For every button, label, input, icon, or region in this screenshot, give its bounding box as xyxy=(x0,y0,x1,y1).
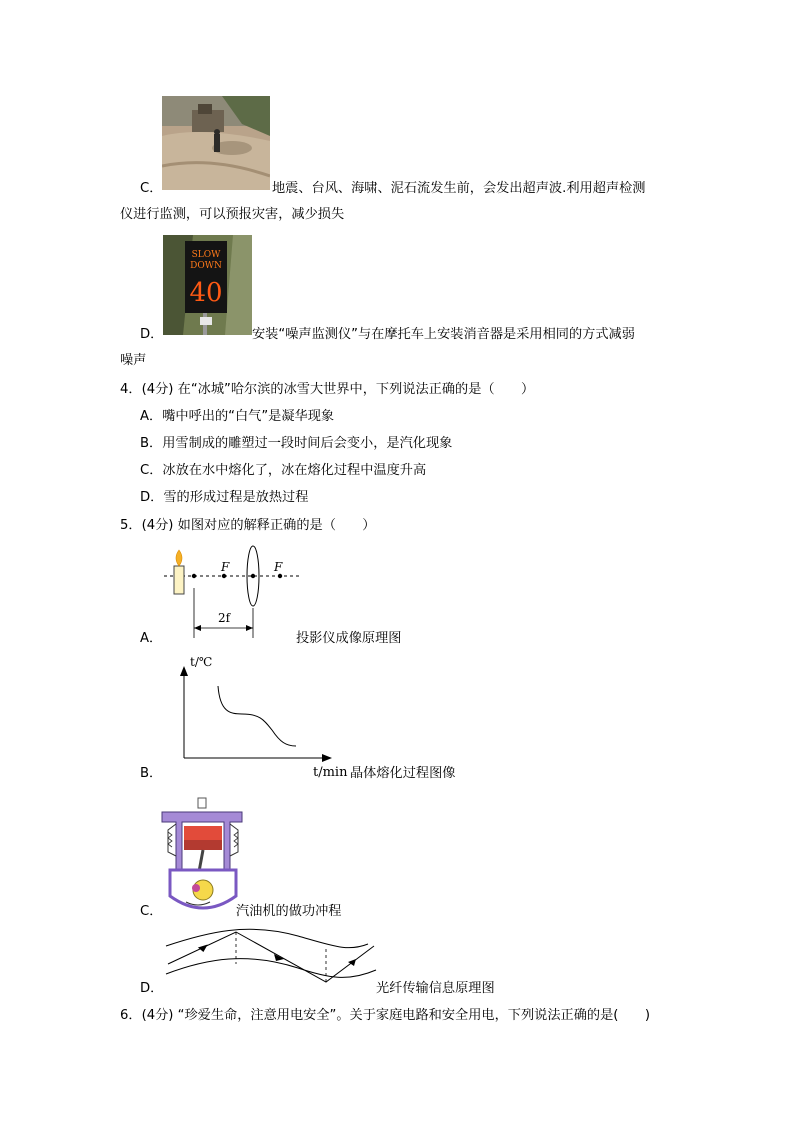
q5-option-c-caption: 汽油机的做功冲程 xyxy=(236,904,342,919)
q5-option-c-label: C． xyxy=(140,904,163,919)
sign-number-text: 40 xyxy=(189,278,223,308)
q5-option-a-label: A． xyxy=(140,631,163,646)
q3-option-d-text-line2: 噪声 xyxy=(120,353,147,368)
focus-label-left: F xyxy=(221,560,230,574)
optical-fiber-diagram xyxy=(158,924,382,994)
q3-option-c-text-line1: 地震、台风、海啸、泥石流发生前，会发出超声波.利用超声检测 xyxy=(272,181,646,196)
gasoline-engine-diagram xyxy=(158,796,248,916)
q5-option-b-label: B． xyxy=(140,766,163,781)
sign-down-text: DOWN xyxy=(190,261,222,271)
q4-stem: 4．(4分) 在“冰城”哈尔滨的冰雪大世界中，下列说法正确的是（ ） xyxy=(120,382,535,397)
q4-option-a: A．嘴中呼出的“白气”是凝华现象 xyxy=(140,409,335,424)
q4-option-b: B．用雪制成的雕塑过一段时间后会变小，是汽化现象 xyxy=(140,436,453,451)
q3-option-d-text-line1: 安装“噪声监测仪”与在摩托车上安装消音器是采用相同的方式减弱 xyxy=(252,327,635,342)
q4-option-d: D．雪的形成过程是放热过程 xyxy=(140,490,309,505)
q5-option-a-caption: 投影仪成像原理图 xyxy=(296,631,402,646)
speed-sign-photo xyxy=(163,235,252,335)
x-axis-label: t/min xyxy=(313,765,348,780)
q5-stem: 5．(4分) 如图对应的解释正确的是（ ） xyxy=(120,518,376,533)
q6-stem: 6．(4分) “珍爱生命，注意用电安全”。关于家庭电路和安全用电，下列说法正确的是( ) xyxy=(120,1008,650,1023)
focus-label-right: F xyxy=(274,560,283,574)
q3-option-c-text-line2: 仪进行监测，可以预报灾害，减少损失 xyxy=(120,207,345,222)
melting-graph xyxy=(170,650,350,780)
q5-option-d-label: D． xyxy=(140,981,164,996)
sign-slow-text: SLOW xyxy=(191,250,221,260)
q5-option-d-caption: 光纤传输信息原理图 xyxy=(376,981,495,996)
q4-option-c: C．冰放在水中熔化了，冰在熔化过程中温度升高 xyxy=(140,463,427,478)
landslide-photo xyxy=(162,96,270,190)
q3-option-d-label: D． xyxy=(140,327,164,342)
distance-2f-label: 2f xyxy=(218,611,231,625)
q5-option-b-caption: 晶体熔化过程图像 xyxy=(350,766,456,781)
q3-option-c-label: C． xyxy=(140,181,163,196)
y-axis-label: t/℃ xyxy=(190,655,213,669)
projector-lens-diagram xyxy=(160,540,310,640)
